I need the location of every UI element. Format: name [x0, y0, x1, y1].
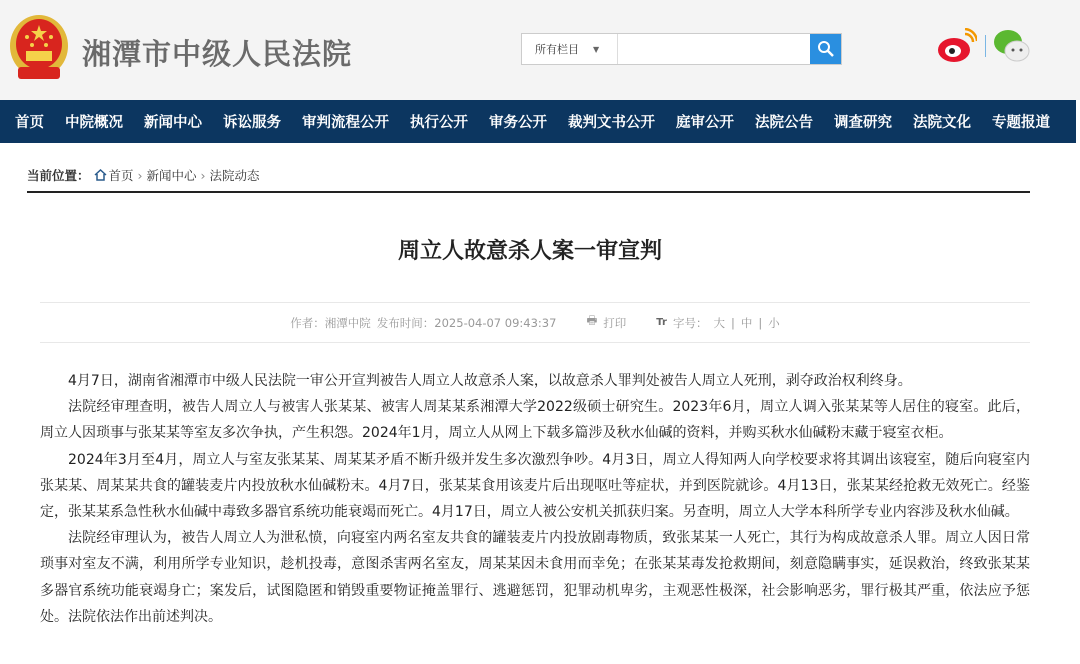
search-input[interactable] — [618, 34, 810, 64]
nav-item[interactable]: 中院概况 — [65, 115, 123, 131]
paragraph: 法院经审理认为，被告人周立人为泄私愤，向寝室内两名室友共食的罐装麦片内投放剧毒物质，致张某某一人死亡，其行为构成故意杀人罪。周立人因日常琐事对室友不满，利用所学专业知识，趁机投毒，意图杀害两名室友，周某某因未食用而幸免；在张某某毒发抢救期间，刻意隐瞒事实，延误救治，终致张某某多器官系统功能衰竭身亡；案发后，试图隐匿和销毁重要物证掩盖罪行、逃避惩罚，犯罪动机卑劣，主观恶性极深，社会影响恶劣，罪行极其严重，依法应予惩处。法院依法作出前述判决。 — [40, 530, 1030, 625]
national-emblem-logo — [8, 13, 70, 83]
nav-item[interactable]: 专题报道 — [992, 115, 1050, 131]
divider — [985, 35, 986, 57]
search-bar — [521, 33, 842, 65]
site-name: 湘潭市中级人民法院 — [82, 37, 353, 71]
breadcrumb-home[interactable]: 首页 — [108, 168, 134, 183]
chevron-right-icon: › — [137, 167, 143, 183]
printer-icon[interactable]: 🖶 — [586, 313, 598, 327]
main-nav — [0, 100, 1076, 143]
nav-item[interactable]: 新闻中心 — [144, 115, 202, 131]
breadcrumb-label: 当前位置： — [27, 168, 90, 183]
site-header — [0, 0, 1080, 100]
paragraph: 法院经审理查明，被告人周立人与被害人张某某、被害人周某某系湘潭大学2022级硕士研究生。2023年6月，周立人调入张某某等人居住的寝室。此后，周立人因琐事与张某某等室友多次争执，产生积怨。2024年1月，周立人从网上下载多篇涉及秋水仙碱的资料，并购买秋水仙碱粉末藏于寝室衣柜。 — [40, 399, 1030, 442]
nav-item[interactable]: 法院文化 — [913, 115, 971, 131]
article-body — [40, 368, 1030, 630]
author: 作者：湘潭中院 — [290, 315, 371, 330]
font-size-icon: Tr — [656, 317, 667, 328]
nav-item[interactable]: 首页 — [15, 115, 44, 131]
divider — [27, 191, 1030, 193]
chevron-down-icon: ▼ — [593, 44, 600, 54]
search-scope-value: 所有栏目 — [535, 43, 579, 56]
print-link[interactable]: 打印 — [603, 315, 627, 330]
weibo-icon[interactable] — [937, 28, 977, 64]
font-size-large[interactable]: 大 — [713, 315, 725, 330]
nav-item[interactable]: 调查研究 — [834, 115, 892, 131]
nav-item[interactable]: 执行公开 — [410, 115, 468, 131]
paragraph: 4月7日，湖南省湘潭市中级人民法院一审公开宣判被告人周立人故意杀人案，以故意杀人罪判处被告人周立人死刑，剥夺政治权利终身。 — [68, 373, 912, 389]
font-size-medium[interactable]: 中 — [740, 315, 753, 330]
nav-item[interactable]: 诉讼服务 — [223, 115, 281, 131]
search-button[interactable] — [810, 34, 841, 64]
chevron-right-icon: › — [200, 167, 206, 183]
publish-time: 发布时间：2025-04-07 09:43:37 — [376, 315, 557, 330]
nav-item[interactable]: 裁判文书公开 — [568, 115, 655, 131]
font-size-label: 字号： — [672, 315, 708, 330]
paragraph: 2024年3月至4月，周立人与室友张某某、周某某矛盾不断升级并发生多次激烈争吵。4月3日，周立人得知两人向学校要求将其调出该寝室，随后向寝室内张某某、周某某共食的罐装麦片内投放秋水仙碱粉末。4月7日，张某某食用该麦片后出现呕吐等症状，并到医院就诊。4月13日，张某某经抢救无效死亡。经鉴定，张某某系急性秋水仙碱中毒致多器官系统功能衰竭而死亡。4月17日，周立人被公安机关抓获归案。另查明，周立人大学本科所学专业内容涉及秋水仙碱。 — [40, 451, 1030, 521]
search-scope-select[interactable] — [522, 34, 618, 64]
font-size-small[interactable]: 小 — [768, 315, 780, 330]
nav-item[interactable]: 审判流程公开 — [302, 115, 389, 131]
home-icon — [94, 169, 107, 181]
search-icon — [817, 40, 835, 58]
nav-item[interactable]: 庭审公开 — [676, 115, 734, 131]
wechat-icon[interactable] — [993, 28, 1031, 64]
article-title: 周立人故意杀人案一审宣判 — [397, 239, 662, 264]
nav-item[interactable]: 法院公告 — [755, 115, 813, 131]
breadcrumb-news[interactable]: 新闻中心 — [146, 168, 197, 183]
nav-item[interactable]: 审务公开 — [489, 115, 547, 131]
article-meta: 作者：湘潭中院 发布时间：2025-04-07 09:43:37 🖶 打印 Tr 字号： 大 | 中 | 小 — [40, 302, 1030, 343]
breadcrumb — [27, 166, 260, 184]
breadcrumb-current[interactable]: 法院动态 — [209, 168, 260, 183]
